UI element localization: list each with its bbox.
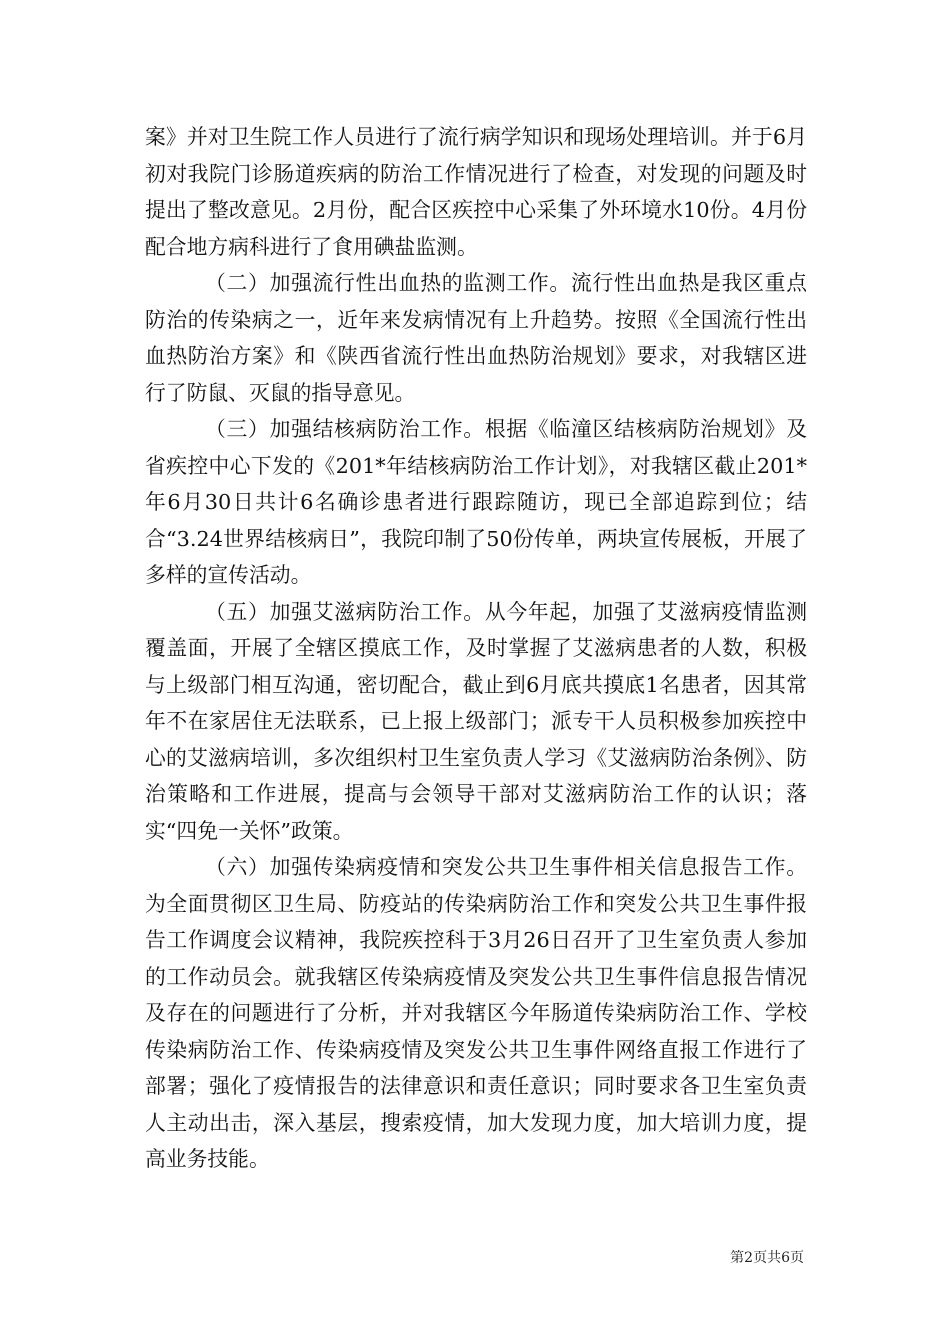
document-body [145, 119, 807, 1178]
paragraph-hemorrhagic-fever: （二）加强流行性出血热的监测工作。流行性出血热是我区重点防治的传染病之一，近年来发病情况有上升趋势。按照《全国流行性出血热防治方案》和《陕西省流行性出血热防治规划》要求，对我辖区进行了防鼠、灭鼠的指导意见。 [145, 271, 807, 405]
page-number: 第2页共6页 [730, 1250, 804, 1266]
paragraph-tuberculosis: （三）加强结核病防治工作。根据《临潼区结核病防治规划》及省疾控中心下发的《201*年结核病防治工作计划》，对我辖区截止201*年6月30日共计6名确诊患者进行跟踪随访，现已全部追踪到位；结合“3.24世界结核病日”，我院印制了50份传单，两块宣传展板，开展了多样的宣传活动。 [145, 417, 807, 587]
paragraph-continuation: 案》并对卫生院工作人员进行了流行病学知识和现场处理培训。并于6月初对我院门诊肠道疾病的防治工作情况进行了检查，对发现的问题及时提出了整改意见。2月份，配合区疾控中心采集了外环境水10份。4月份配合地方病科进行了食用碘盐监测。 [145, 125, 807, 259]
paragraph-aids: （五）加强艾滋病防治工作。从今年起，加强了艾滋病疫情监测覆盖面，开展了全辖区摸底工作，及时掌握了艾滋病患者的人数，积极与上级部门相互沟通，密切配合，截止到6月底共摸底1名患者，因其常年不在家居住无法联系，已上报上级部门；派专干人员积极参加疾控中心的艾滋病培训，多次组织村卫生室负责人学习《艾滋病防治条例》、防治策略和工作进展，提高与会领导干部对艾滋病防治工作的认识；落实“四免一关怀”政策。 [145, 599, 807, 843]
paragraph-epidemic-reporting: （六）加强传染病疫情和突发公共卫生事件相关信息报告工作。为全面贯彻区卫生局、防疫站的传染病防治工作和突发公共卫生事件报告工作调度会议精神，我院疾控科于3月26日召开了卫生室负责人参加的工作动员会。就我辖区传染病疫情及突发公共卫生事件信息报告情况及存在的问题进行了分析，并对我辖区今年肠道传染病防治工作、学校传染病防治工作、传染病疫情及突发公共卫生事件网络直报工作进行了部署；强化了疫情报告的法律意识和责任意识；同时要求各卫生室负责人主动出击，深入基层，搜索疫情，加大发现力度，加大培训力度，提高业务技能。 [145, 855, 807, 1171]
